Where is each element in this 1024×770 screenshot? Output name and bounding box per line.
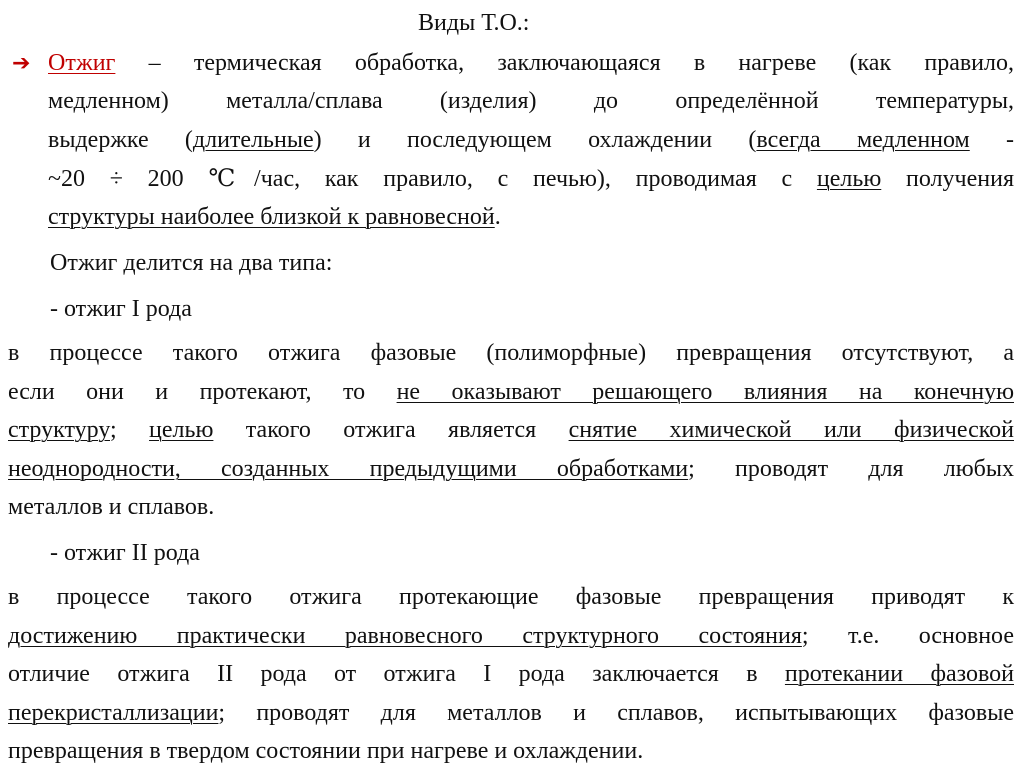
type2-line-4: перекристаллизации; проводят для металлов и сплавов, испытывающих фазовые <box>8 700 1014 726</box>
right-arrow-icon: ➔ <box>12 51 31 76</box>
slide-title: Виды Т.О.: <box>418 10 530 36</box>
definition-line-4: ~20 ÷ 200 ℃/час, как правило, с печью), проводимая с целью получения <box>48 166 1014 192</box>
type1-line-1: в процессе такого отжига фазовые (полиморфные) превращения отсутствуют, а <box>8 340 1014 366</box>
type2-line-5: превращения в твердом состоянии при нагреве и охлаждении. <box>8 738 644 764</box>
type2-line-3: отличие отжига II рода от отжига I рода заключается в протекании фазовой <box>8 661 1014 687</box>
type2-line-2: достижению практически равновесного структурного состояния; т.е. основное <box>8 623 1015 649</box>
term-annealing: Отжиг <box>48 50 116 76</box>
definition-line-1-marker <box>12 44 30 83</box>
definition-line-3: выдержке (длительные) и последующем охлаждении (всегда медленном - <box>48 127 1015 153</box>
type1-line-5: металлов и сплавов. <box>8 494 215 520</box>
types-intro: Отжиг делится на два типа: <box>50 250 333 276</box>
type1-line-4: неоднородности, созданных предыдущими обработками; проводят для любых <box>8 456 1014 482</box>
definition-line-2: медленном) металла/сплава (изделия) до определённой температуры, <box>48 88 1014 114</box>
definition-line-1: Отжиг – термическая обработка, заключающаяся в нагреве (как правило, <box>48 50 1014 76</box>
type-2-heading: - отжиг II рода <box>50 540 200 566</box>
type2-line-1: в процессе такого отжига протекающие фазовые превращения приводят к <box>8 584 1014 610</box>
definition-line-5: структуры наиболее близкой к равновесной. <box>48 204 501 230</box>
type1-line-3: структуру; целью такого отжига является снятие химической или физической <box>8 417 1014 443</box>
type1-line-2: если они и протекают, то не оказывают решающего влияния на конечную <box>8 379 1014 405</box>
type-1-heading: - отжиг I рода <box>50 296 192 322</box>
